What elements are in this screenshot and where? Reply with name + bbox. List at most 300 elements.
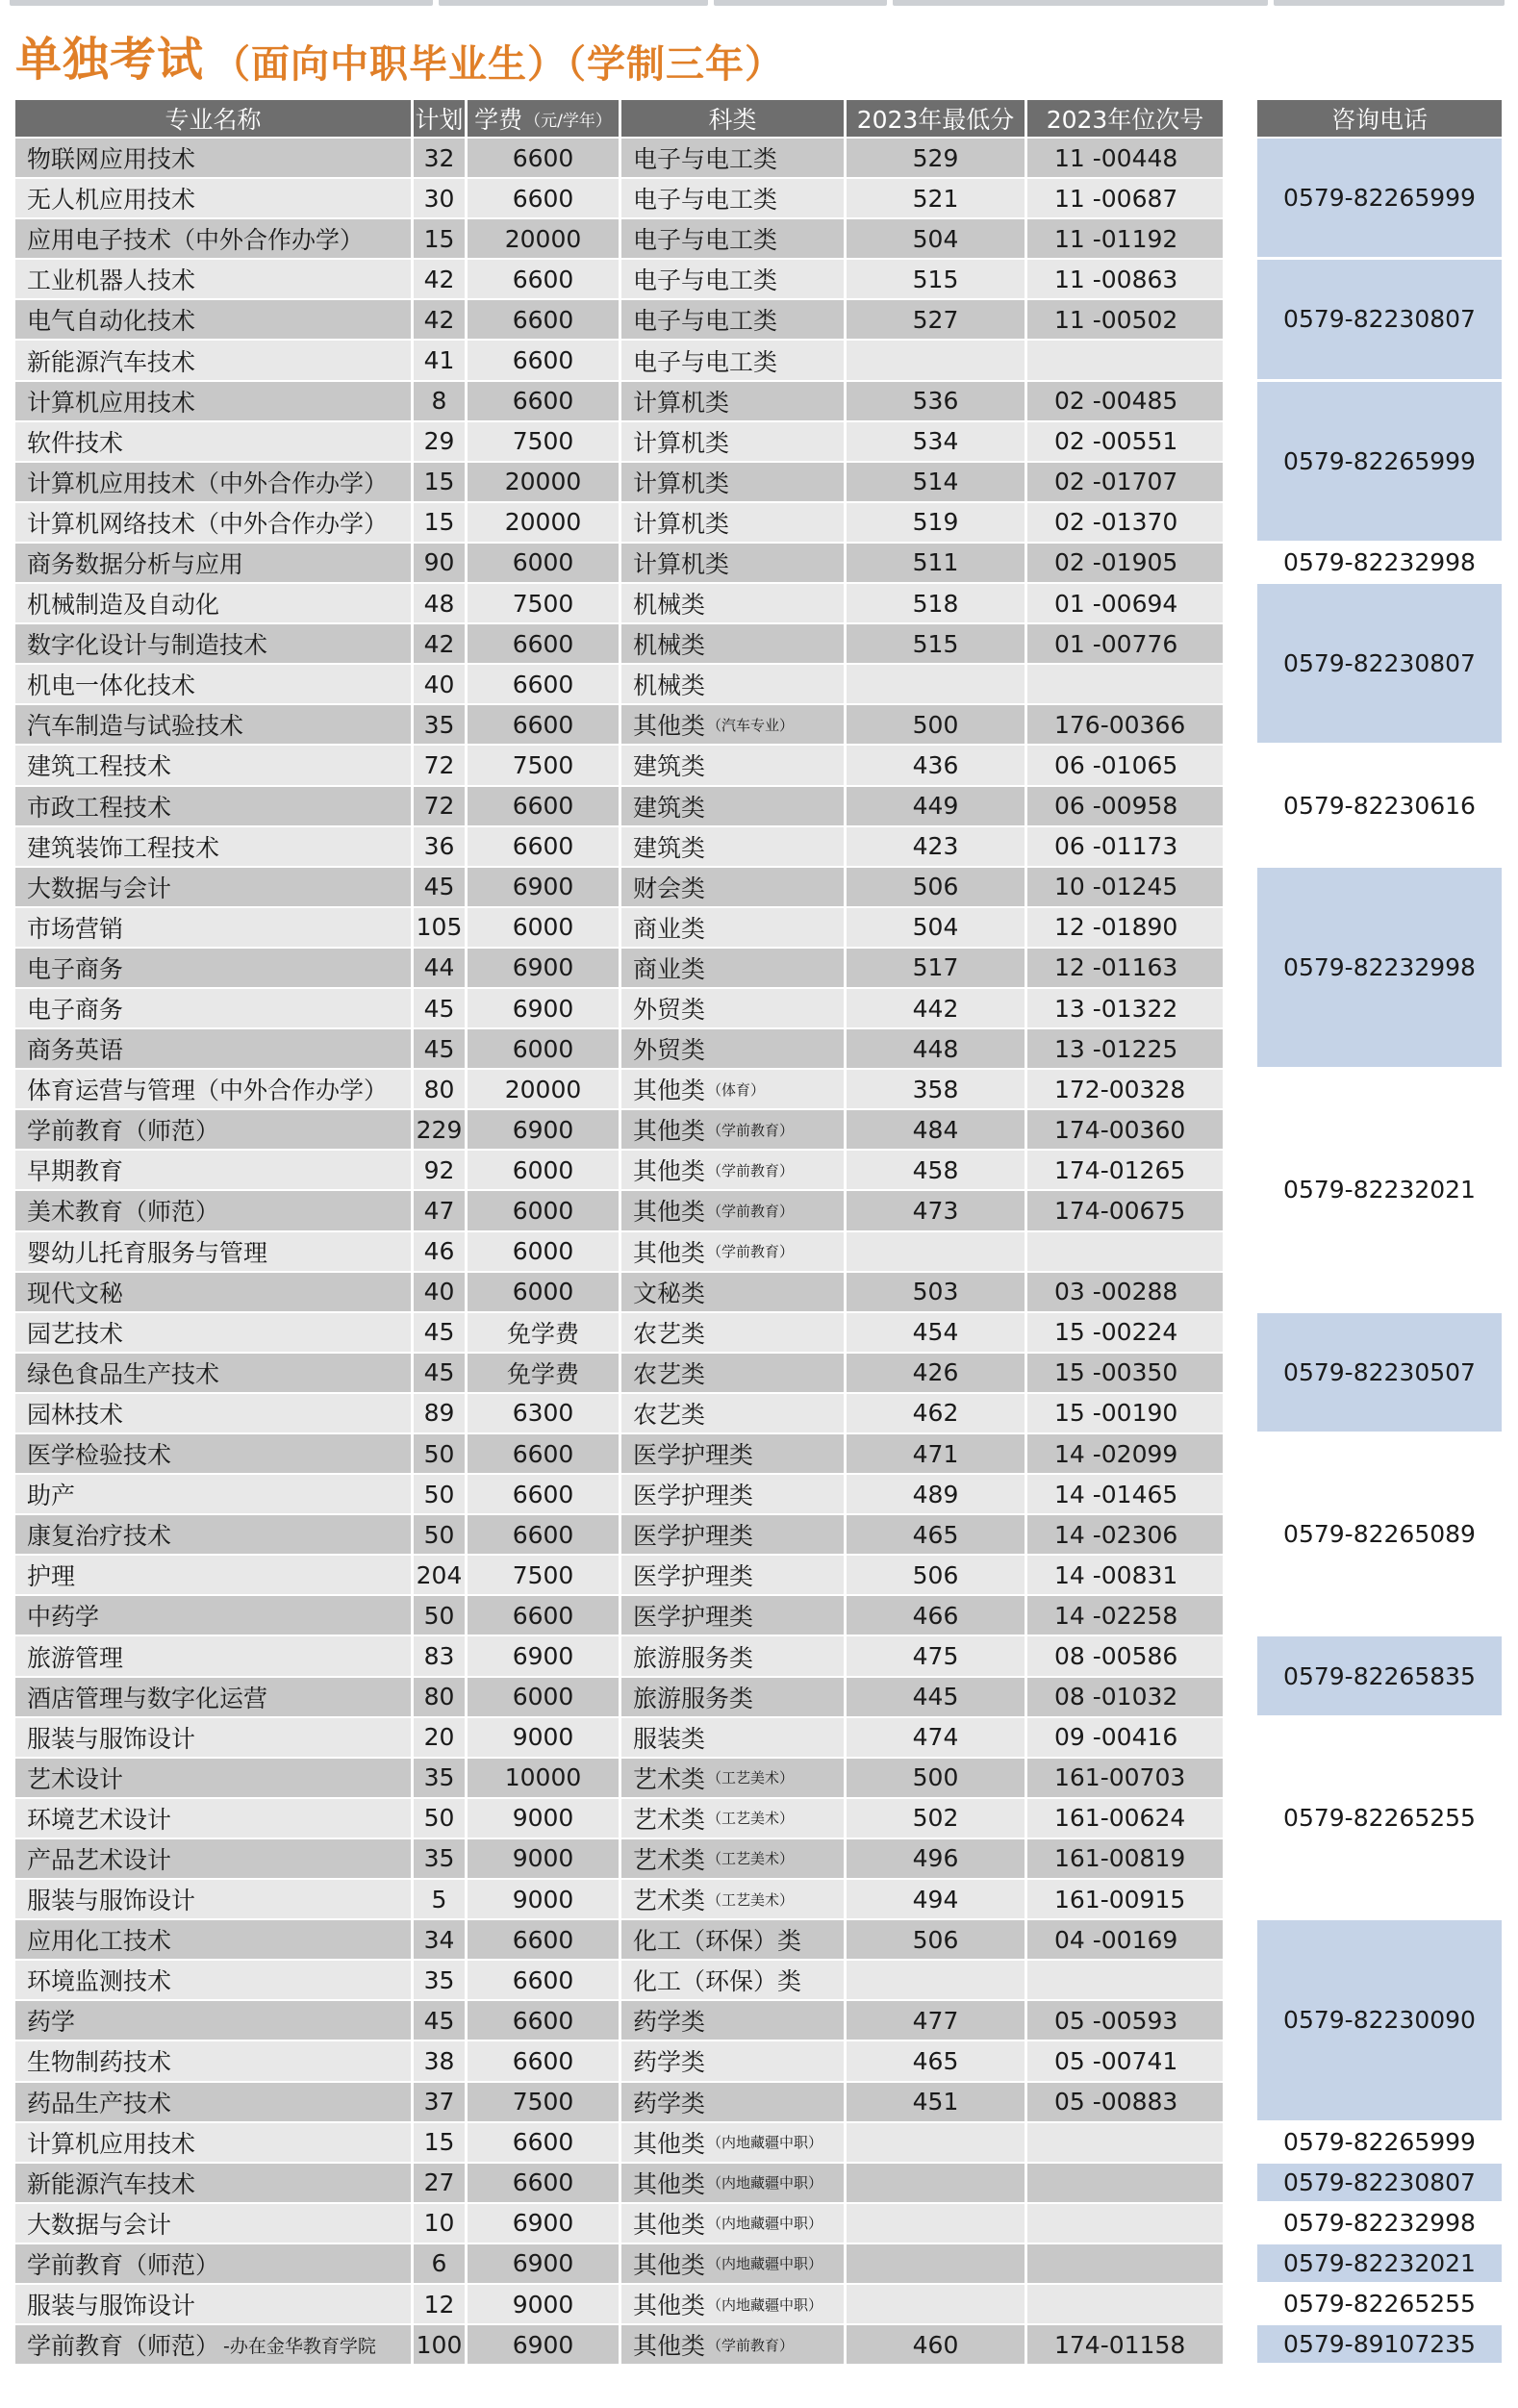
- row-min-score: 473: [847, 1191, 1027, 1231]
- row-min-score: 465: [847, 1515, 1027, 1556]
- contact-phone: 0579-82232998: [1257, 544, 1502, 584]
- row-name: 旅游管理: [15, 1636, 414, 1677]
- contact-phone: 0579-82232998: [1257, 2204, 1502, 2244]
- row-fee: 6000: [468, 1151, 621, 1191]
- row-plan: 80: [414, 1678, 468, 1718]
- row-gap: [1226, 1718, 1257, 1759]
- row-plan: 89: [414, 1394, 468, 1434]
- row-plan: 48: [414, 584, 468, 624]
- row-fee: 6600: [468, 787, 621, 827]
- row-min-score: [847, 1232, 1027, 1273]
- row-category-text: 电子与电工类: [633, 145, 778, 174]
- row-name: 环境艺术设计: [15, 1799, 414, 1839]
- row-plan: 80: [414, 1070, 468, 1110]
- header-min-score: 2023年最低分: [847, 100, 1027, 139]
- row-name: 助产: [15, 1475, 414, 1515]
- row-category-text: 医学护理类: [633, 1441, 754, 1470]
- row-rank: [1027, 1961, 1226, 2001]
- row-category-text: 计算机类: [633, 549, 730, 578]
- row-min-score: 515: [847, 624, 1027, 665]
- row-fee: 6600: [468, 341, 621, 381]
- row-name: 康复治疗技术: [15, 1515, 414, 1556]
- row-category: [621, 422, 847, 463]
- row-category-text: 文秘类: [633, 1279, 706, 1307]
- row-rank: 174-00360: [1027, 1110, 1226, 1151]
- row-min-score: 475: [847, 1636, 1027, 1677]
- row-category: [621, 2041, 847, 2082]
- row-name: 电气自动化技术: [15, 300, 414, 341]
- row-gap: [1226, 1515, 1257, 1556]
- row-category-note: （内地藏疆中职）: [707, 2134, 823, 2152]
- row-fee: 6900: [468, 2204, 621, 2244]
- row-category-text: 医学护理类: [633, 1522, 754, 1551]
- contact-phone: 0579-89107235: [1257, 2325, 1502, 2366]
- row-fee: 7500: [468, 2083, 621, 2123]
- row-rank: 176-00366: [1027, 705, 1226, 746]
- row-category-text: 艺术类: [633, 1845, 706, 1874]
- row-fee: 6600: [468, 1596, 621, 1636]
- row-gap: [1226, 989, 1257, 1029]
- row-gap: [1226, 2083, 1257, 2123]
- row-min-score: 504: [847, 219, 1027, 260]
- row-fee: 6900: [468, 868, 621, 908]
- row-plan: 47: [414, 1191, 468, 1231]
- contact-phone: 0579-82265999: [1257, 139, 1502, 260]
- row-category: [621, 382, 847, 422]
- row-min-score: 466: [847, 1596, 1027, 1636]
- row-category: [621, 1678, 847, 1718]
- row-category-note: （内地藏疆中职）: [707, 2215, 823, 2233]
- row-category: [621, 2285, 847, 2325]
- row-rank: 02 -01707: [1027, 463, 1226, 503]
- row-plan: 32: [414, 139, 468, 179]
- row-name: 药学: [15, 2001, 414, 2041]
- row-rank: 08 -00586: [1027, 1636, 1226, 1677]
- row-fee: 6000: [468, 1273, 621, 1313]
- row-category-text: 商业类: [633, 914, 706, 943]
- row-category-text: 其他类: [633, 2169, 706, 2198]
- row-gap: [1226, 1394, 1257, 1434]
- row-min-score: 517: [847, 949, 1027, 989]
- row-fee: 6000: [468, 908, 621, 949]
- row-rank: 14 -02099: [1027, 1434, 1226, 1475]
- row-gap: [1226, 665, 1257, 705]
- row-rank: 161-00819: [1027, 1839, 1226, 1880]
- row-fee: 6600: [468, 2041, 621, 2082]
- row-fee: 6600: [468, 1961, 621, 2001]
- row-fee: 6600: [468, 179, 621, 219]
- row-category-note: （内地藏疆中职）: [707, 2255, 823, 2273]
- row-rank: 09 -00416: [1027, 1718, 1226, 1759]
- row-category-text: 商业类: [633, 954, 706, 983]
- row-name: 生物制药技术: [15, 2041, 414, 2082]
- row-category: [621, 1394, 847, 1434]
- row-min-score: 496: [847, 1839, 1027, 1880]
- row-fee: 6600: [468, 2001, 621, 2041]
- row-category: [621, 2204, 847, 2244]
- row-category-text: 医学护理类: [633, 1562, 754, 1591]
- row-min-score: [847, 341, 1027, 381]
- row-min-score: [847, 2244, 1027, 2285]
- row-name: 建筑工程技术: [15, 746, 414, 786]
- row-name: 服装与服饰设计: [15, 1718, 414, 1759]
- row-min-score: 442: [847, 989, 1027, 1029]
- row-gap: [1226, 1313, 1257, 1354]
- row-plan: 45: [414, 1354, 468, 1394]
- row-plan: 45: [414, 868, 468, 908]
- row-category: [621, 2325, 847, 2366]
- row-plan: 45: [414, 2001, 468, 2041]
- row-category: [621, 2244, 847, 2285]
- row-category-text: 其他类: [633, 2129, 706, 2158]
- row-plan: 12: [414, 2285, 468, 2325]
- row-category-text: 化工（环保）类: [633, 1927, 802, 1956]
- row-rank: 05 -00741: [1027, 2041, 1226, 2082]
- row-rank: 06 -00958: [1027, 787, 1226, 827]
- row-name: 商务英语: [15, 1029, 414, 1070]
- row-category: [621, 260, 847, 300]
- row-rank: [1027, 2244, 1226, 2285]
- row-name: 园艺技术: [15, 1313, 414, 1354]
- row-plan: 15: [414, 2123, 468, 2164]
- row-gap: [1226, 705, 1257, 746]
- header-gap: [1226, 100, 1257, 139]
- header-plan: 计划: [414, 100, 468, 139]
- row-category: [621, 908, 847, 949]
- row-category-note: （学前教育）: [707, 2336, 795, 2354]
- row-name: 服装与服饰设计: [15, 1880, 414, 1920]
- row-fee: 9000: [468, 1880, 621, 1920]
- row-category: [621, 665, 847, 705]
- row-plan: 15: [414, 463, 468, 503]
- row-category-text: 艺术类: [633, 1805, 706, 1834]
- row-min-score: 502: [847, 1799, 1027, 1839]
- row-category: [621, 1556, 847, 1596]
- row-min-score: 521: [847, 179, 1027, 219]
- row-rank: 15 -00190: [1027, 1394, 1226, 1434]
- row-plan: 50: [414, 1434, 468, 1475]
- row-category-text: 计算机类: [633, 388, 730, 417]
- row-plan: 29: [414, 422, 468, 463]
- row-rank: 14 -02306: [1027, 1515, 1226, 1556]
- row-gap: [1226, 868, 1257, 908]
- row-fee: 20000: [468, 219, 621, 260]
- row-fee: 6600: [468, 382, 621, 422]
- row-fee: 6600: [468, 665, 621, 705]
- page-title: [15, 21, 784, 89]
- row-category-text: 机械类: [633, 631, 706, 660]
- row-plan: 72: [414, 746, 468, 786]
- row-fee: 6300: [468, 1394, 621, 1434]
- row-fee: 6000: [468, 1678, 621, 1718]
- row-plan: 30: [414, 179, 468, 219]
- row-fee: 9000: [468, 1799, 621, 1839]
- row-gap: [1226, 1191, 1257, 1231]
- row-plan: 15: [414, 219, 468, 260]
- row-name: 新能源汽车技术: [15, 341, 414, 381]
- row-fee: 7500: [468, 1556, 621, 1596]
- row-name: 应用电子技术（中外合作办学）: [15, 219, 414, 260]
- row-fee: 9000: [468, 2285, 621, 2325]
- row-rank: 15 -00224: [1027, 1313, 1226, 1354]
- row-name: 市政工程技术: [15, 787, 414, 827]
- row-category-note: （工艺美术）: [707, 1769, 795, 1787]
- row-rank: [1027, 2285, 1226, 2325]
- row-plan: 92: [414, 1151, 468, 1191]
- row-category: [621, 463, 847, 503]
- contact-phone: 0579-82265835: [1257, 1636, 1502, 1717]
- row-category: [621, 1839, 847, 1880]
- row-gap: [1226, 1636, 1257, 1677]
- row-min-score: [847, 1961, 1027, 2001]
- contact-phone: 0579-82265999: [1257, 382, 1502, 544]
- row-fee: 7500: [468, 422, 621, 463]
- row-category-text: 医学护理类: [633, 1482, 754, 1510]
- row-plan: 100: [414, 2325, 468, 2366]
- row-plan: 20: [414, 1718, 468, 1759]
- row-category: [621, 746, 847, 786]
- row-name: 学前教育（师范）: [15, 1110, 414, 1151]
- row-min-score: 515: [847, 260, 1027, 300]
- row-fee: 6600: [468, 624, 621, 665]
- row-category-note: （工艺美术）: [707, 1810, 795, 1828]
- row-category-text: 机械类: [633, 591, 706, 620]
- row-rank: 12 -01890: [1027, 908, 1226, 949]
- row-fee: 6600: [468, 1515, 621, 1556]
- row-category: [621, 989, 847, 1029]
- row-category-text: 计算机类: [633, 469, 730, 497]
- row-category: [621, 1434, 847, 1475]
- row-min-score: [847, 2285, 1027, 2325]
- row-plan: 204: [414, 1556, 468, 1596]
- row-category-text: 其他类: [633, 1157, 706, 1186]
- row-plan: 34: [414, 1920, 468, 1961]
- row-name: 护理: [15, 1556, 414, 1596]
- row-name: 商务数据分析与应用: [15, 544, 414, 584]
- row-min-score: 494: [847, 1880, 1027, 1920]
- row-plan: 50: [414, 1799, 468, 1839]
- row-min-score: 514: [847, 463, 1027, 503]
- row-category-note: （学前教育）: [707, 1243, 795, 1261]
- row-category: [621, 827, 847, 868]
- row-min-score: 489: [847, 1475, 1027, 1515]
- row-fee: 6900: [468, 949, 621, 989]
- row-category: [621, 584, 847, 624]
- row-plan: 46: [414, 1232, 468, 1273]
- row-rank: 15 -00350: [1027, 1354, 1226, 1394]
- row-category-text: 机械类: [633, 672, 706, 700]
- row-name: 园林技术: [15, 1394, 414, 1434]
- row-category: [621, 1191, 847, 1231]
- row-min-score: [847, 2123, 1027, 2164]
- row-plan: 50: [414, 1515, 468, 1556]
- row-name: 软件技术: [15, 422, 414, 463]
- row-fee: 6600: [468, 2164, 621, 2204]
- row-category-note: （内地藏疆中职）: [707, 2295, 823, 2314]
- row-min-score: 449: [847, 787, 1027, 827]
- row-category: [621, 1070, 847, 1110]
- row-name: 建筑装饰工程技术: [15, 827, 414, 868]
- row-rank: [1027, 1232, 1226, 1273]
- row-gap: [1226, 260, 1257, 300]
- row-name: 美术教育（师范）: [15, 1191, 414, 1231]
- row-plan: 35: [414, 1759, 468, 1799]
- row-rank: 14 -00831: [1027, 1556, 1226, 1596]
- row-plan: 42: [414, 624, 468, 665]
- row-rank: 04 -00169: [1027, 1920, 1226, 1961]
- row-rank: 02 -01370: [1027, 503, 1226, 544]
- row-rank: 172-00328: [1027, 1070, 1226, 1110]
- row-category: [621, 868, 847, 908]
- row-gap: [1226, 544, 1257, 584]
- row-category-text: 其他类: [633, 2292, 706, 2320]
- title-main: 单独考试: [15, 33, 205, 87]
- row-name: 计算机应用技术（中外合作办学）: [15, 463, 414, 503]
- row-gap: [1226, 463, 1257, 503]
- row-gap: [1226, 2244, 1257, 2285]
- row-category-text: 化工（环保）类: [633, 1967, 802, 1996]
- contact-phone: 0579-82230507: [1257, 1313, 1502, 1434]
- row-gap: [1226, 624, 1257, 665]
- row-fee: 6900: [468, 989, 621, 1029]
- header-name: 专业名称: [15, 100, 414, 139]
- row-gap: [1226, 382, 1257, 422]
- row-plan: 50: [414, 1475, 468, 1515]
- row-min-score: 465: [847, 2041, 1027, 2082]
- row-category-text: 财会类: [633, 874, 706, 902]
- row-category: [621, 1636, 847, 1677]
- top-decor-strip: [0, 0, 1518, 8]
- row-min-score: 474: [847, 1718, 1027, 1759]
- row-rank: 12 -01163: [1027, 949, 1226, 989]
- row-min-score: 503: [847, 1273, 1027, 1313]
- row-category-text: 药学类: [633, 2008, 706, 2037]
- contact-phone: 0579-82232021: [1257, 2244, 1502, 2285]
- row-category-text: 计算机类: [633, 509, 730, 538]
- row-category: [621, 2083, 847, 2123]
- row-rank: 161-00624: [1027, 1799, 1226, 1839]
- row-category: [621, 1110, 847, 1151]
- row-category-text: 农艺类: [633, 1359, 706, 1388]
- contact-phone: 0579-82230807: [1257, 584, 1502, 746]
- row-plan: 35: [414, 705, 468, 746]
- row-gap: [1226, 1880, 1257, 1920]
- row-category: [621, 1354, 847, 1394]
- row-min-score: 536: [847, 382, 1027, 422]
- row-category-note: （工艺美术）: [707, 1890, 795, 1909]
- row-category-text: 农艺类: [633, 1400, 706, 1429]
- row-fee: 6600: [468, 139, 621, 179]
- row-rank: [1027, 2164, 1226, 2204]
- contact-phone: 0579-82230807: [1257, 260, 1502, 381]
- contact-phone: 0579-82232998: [1257, 868, 1502, 1070]
- row-gap: [1226, 1151, 1257, 1191]
- row-min-score: 454: [847, 1313, 1027, 1354]
- row-fee: 20000: [468, 463, 621, 503]
- header-rank: 2023年位次号: [1027, 100, 1226, 139]
- row-name: 新能源汽车技术: [15, 2164, 414, 2204]
- row-plan: 42: [414, 260, 468, 300]
- row-gap: [1226, 2001, 1257, 2041]
- row-category: [621, 949, 847, 989]
- row-name: 服装与服饰设计: [15, 2285, 414, 2325]
- row-min-score: 445: [847, 1678, 1027, 1718]
- row-gap: [1226, 787, 1257, 827]
- row-name: 现代文秘: [15, 1273, 414, 1313]
- row-category-text: 建筑类: [633, 793, 706, 822]
- contact-phone: 0579-82265089: [1257, 1434, 1502, 1636]
- row-rank: 161-00915: [1027, 1880, 1226, 1920]
- row-gap: [1226, 1678, 1257, 1718]
- row-category-text: 电子与电工类: [633, 266, 778, 295]
- row-gap: [1226, 139, 1257, 179]
- row-category: [621, 1920, 847, 1961]
- row-category-text: 其他类: [633, 2210, 706, 2239]
- row-category: [621, 1759, 847, 1799]
- row-min-score: 471: [847, 1434, 1027, 1475]
- row-category-note: （汽车专业）: [707, 716, 795, 734]
- row-name: 汽车制造与试验技术: [15, 705, 414, 746]
- row-name: 婴幼儿托育服务与管理: [15, 1232, 414, 1273]
- row-category-text: 旅游服务类: [633, 1684, 754, 1712]
- row-name: 机械制造及自动化: [15, 584, 414, 624]
- row-category: [621, 624, 847, 665]
- row-rank: 05 -00883: [1027, 2083, 1226, 2123]
- row-category-text: 艺术类: [633, 1764, 706, 1793]
- row-min-score: 458: [847, 1151, 1027, 1191]
- row-fee: 6600: [468, 705, 621, 746]
- row-name: 数字化设计与制造技术: [15, 624, 414, 665]
- row-category: [621, 1718, 847, 1759]
- header-fee: 学费 （元/学年）: [468, 100, 621, 139]
- row-name: 学前教育（师范）: [15, 2244, 414, 2285]
- row-min-score: 506: [847, 1920, 1027, 1961]
- row-gap: [1226, 949, 1257, 989]
- row-min-score: 529: [847, 139, 1027, 179]
- row-category: [621, 1029, 847, 1070]
- row-fee: 6000: [468, 1232, 621, 1273]
- row-category: [621, 1232, 847, 1273]
- row-rank: 14 -02258: [1027, 1596, 1226, 1636]
- row-fee: 6900: [468, 2244, 621, 2285]
- row-fee: 6000: [468, 544, 621, 584]
- row-gap: [1226, 1232, 1257, 1273]
- row-plan: 35: [414, 1839, 468, 1880]
- row-gap: [1226, 908, 1257, 949]
- row-category: [621, 1515, 847, 1556]
- row-gap: [1226, 300, 1257, 341]
- row-min-score: 477: [847, 2001, 1027, 2041]
- row-fee: 9000: [468, 1718, 621, 1759]
- row-plan: 105: [414, 908, 468, 949]
- row-rank: 10 -01245: [1027, 868, 1226, 908]
- row-fee: 免学费: [468, 1354, 621, 1394]
- row-category-text: 外贸类: [633, 1036, 706, 1065]
- row-category-text: 其他类: [633, 1238, 706, 1267]
- row-fee: 6600: [468, 1475, 621, 1515]
- row-name-text: 学前教育（师范）: [27, 2332, 220, 2361]
- row-gap: [1226, 2204, 1257, 2244]
- row-rank: 174-01158: [1027, 2325, 1226, 2366]
- row-category-text: 其他类: [633, 2332, 706, 2361]
- row-category: [621, 139, 847, 179]
- row-name: 大数据与会计: [15, 2204, 414, 2244]
- row-fee: 7500: [468, 584, 621, 624]
- row-min-score: 500: [847, 1759, 1027, 1799]
- row-rank: [1027, 2204, 1226, 2244]
- row-category-text: 药学类: [633, 2048, 706, 2077]
- row-fee: 6600: [468, 827, 621, 868]
